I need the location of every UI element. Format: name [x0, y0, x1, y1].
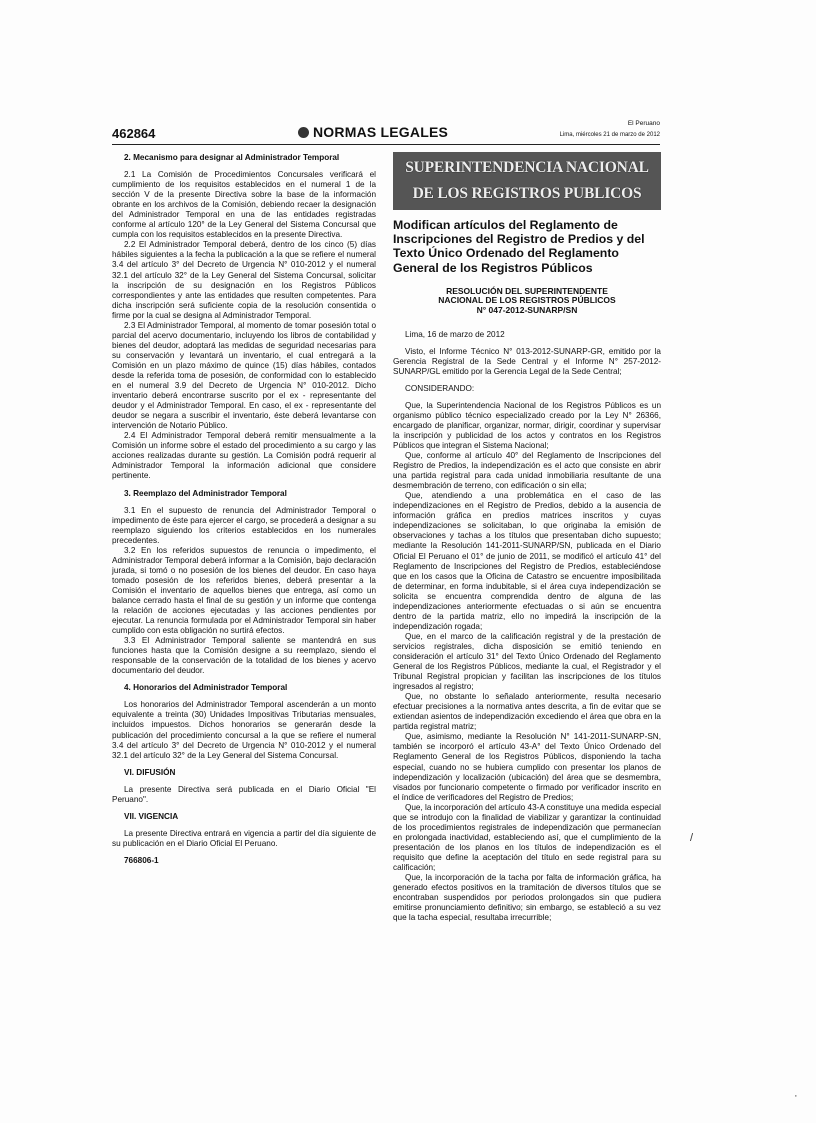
left-column: [112, 153, 376, 866]
section-3-heading: 3. Reemplazo del Administrador Temporal: [124, 488, 287, 498]
paragraph-vi: La presente Directiva será publicada en el Diario Oficial "El Peruano".: [112, 784, 376, 804]
resolution-line-2: NACIONAL DE LOS REGISTROS PÚBLICOS: [438, 295, 616, 306]
right-column: [393, 152, 661, 923]
considerando-1: Que, la Superintendencia Nacional de los Registros Públicos es un organismo público técnico especializado creado por la Ley N° 26366, encargado de planificar, organizar, normar, dirigir, coordinar y supervisar la inscripción y publicidad de los actos y contratos en los Registros Públicos que integran el Sistema Nacional;: [393, 400, 661, 451]
paragraph-3-2: 3.2 En los referidos supuestos de renuncia o impedimento, el Administrador Temporal deberá informar a la Comisión, bajo declaración jurada, si tomó o no posesión de los bienes del deudor. En caso haya tomado posesión de los referidos bienes, deberá presentar a la Comisión el inventario de aquellos bienes que entrega, así como un balance cerrado hasta el final de su gestión y un informe que contenga la relación de acciones ejecutadas y las acciones pendientes por ejecutar. La renuncia formulada por el Administrador Temporal sin haber cumplido con esta obligación no surtirá efectos.: [112, 545, 376, 636]
publication-title: [298, 124, 448, 140]
paragraph-2-3: 2.3 El Administrador Temporal, al momento de tomar posesión total o parcial del acervo documentario, incluyendo los libros de contabilidad y bienes del deudor, adoptará las medidas de seguridad necesarias para su conservación y levantará un inventario, el cual entregará a la Comisión en un plazo máximo de quince (15) días hábiles, contados desde la referida toma de posesión, de conformidad con lo establecido en el numeral 3.9 del Decreto de Urgencia N° 010-2012. Dicho inventario deberá encontrarse suscrito por el ex - representante del deudor y el Administrador Temporal. En caso, el ex - representante del deudor se negara a suscribir el inventario, éste deberá levantarse con intervención de Notario Público.: [112, 320, 376, 431]
issue-date: Lima, miércoles 21 de marzo de 2012: [559, 132, 660, 138]
considerando-8: Que, la incorporación de la tacha por falta de información gráfica, ha generado efectos positivos en la tramitación de diversos títulos que se encontraban suspendidos por periodos prolongados sin que pudiera emitirse pronunciamiento definitivo; sin embargo, se estableció a su vez que la tacha especial, resultaba irrecurrible;: [393, 873, 661, 923]
section-vi-heading: VI. DIFUSIÓN: [124, 767, 176, 777]
reference-number: 766806-1: [124, 855, 159, 865]
institution-banner: [393, 152, 661, 210]
article-title: Modifican artículos del Reglamento de Inscripciones del Registro de Predios y del Texto Único Ordenado del Reglamento General de los Registros Públicos: [393, 218, 645, 275]
publication-name: NORMAS LEGALES: [313, 124, 449, 140]
considerando-2: Que, conforme al artículo 40° del Reglamento de Inscripciones del Registro de Predios, la independización es el acto que consiste en abrir una partida registral para cada unidad inmobiliaria resultante de una desmembración de terreno, con edificación o sin ella;: [393, 451, 661, 491]
considerando-4: Que, en el marco de la calificación registral y de la prestación de servicios registrales, dicha disposición se emitió teniendo en consideración el artículo 31° del Texto Único Ordenado del Reglamento General de los Registros Públicos, mediante la cual, el Registrador y el Tribunal Registral propician y facilitan las inscripciones de los títulos ingresados al registro;: [393, 631, 661, 692]
paragraph-4: Los honorarios del Administrador Temporal ascenderán a un monto equivalente a treinta (30) Unidades Impositivas Tributarias mensuales, incluidos impuestos. Dichos honorarios se generarán desde la publicación del procedimiento concursal a la que se refiere el numeral 3.4 del artículo 3° del Decreto de Urgencia N° 010-2012 y el numeral 32.1 del artículo 32° de la Ley General del Sistema Concursal.: [112, 700, 376, 760]
considerando-3: Que, atendiendo a una problemática en el caso de las independizaciones en el Registro de Predios, debido a la ausencia de información gráfica en predios matrices inscritos y cuyas independizaciones se solicitaban, lo que originaba la emisión de observaciones y tachas a los títulos que presentaban dicho supuesto; mediante la Resolución 141-2011-SUNARP/SN, publicada en el Diario Oficial El Peruano el 01° de junio de 2011, se modificó el artículo 41° del Reglamento de Inscripciones del Registro de Predios, estableciéndose que en los casos que la Oficina de Catastro se encuentre imposibilitada de determinar, en forma indubitable, si el área cuya independización se solicita se encuentra comprendida dentro de alguna de las independizaciones anteriormente efectuadas o si aún se encuentra dentro de la partida matriz, ello no impedirá la inscripción de la independización rogada;: [393, 491, 661, 631]
paragraph-3-1: 3.1 En el supuesto de renuncia del Administrador Temporal o impedimento de éste para ejercer el cargo, se procederá a designar a su reemplazo siguiendo los criterios establecidos en los numerales precedentes.: [112, 505, 376, 545]
pen-mark: /: [690, 832, 694, 844]
paragraph-2-1: 2.1 La Comisión de Procedimientos Concursales verificará el cumplimiento de los requisitos establecidos en el numeral 1 de la sección V de la presente Directiva sobre la base de la información obrante en los archivos de la Comisión, debiendo recaer la designación del Administrador Temporal en una de las entidades registradas conforme al artículo 120° de la Ley General del Sistema Concursal que cumpla con los requisitos establecidos en la presente Directiva.: [112, 170, 376, 240]
resolution-line-1: RESOLUCIÓN DEL SUPERINTENDENTE: [446, 285, 608, 296]
visto-paragraph: Visto, el Informe Técnico N° 013-2012-SUNARP-GR, emitido por la Gerencia Registral de la Sede Central y el Informe N° 257-2012-SUNARP/GL emitido por la Gerencia Legal de la Sede Central;: [393, 346, 661, 376]
place-date: Lima, 16 de marzo de 2012: [405, 329, 505, 339]
scan-speck: ·: [794, 1090, 798, 1102]
banner-line-2: DE LOS REGISTROS PUBLICOS: [412, 185, 642, 202]
paragraph-3-3: 3.3 El Administrador Temporal saliente se mantendrá en sus funciones hasta que la Comisión designe a su reemplazo, siendo el responsable de la conservación de la totalidad de los bienes y acervo documentario del deudor.: [112, 636, 376, 676]
considerando-6: Que, asimismo, mediante la Resolución N° 141-2011-SUNARP-SN, también se incorporó el artículo 43-A° del Texto Único Ordenado del Reglamento General de los Registros Públicos, disponiendo la tacha especial, cuando no se hubiera cumplido con presentar los planos de independización y localización (ubicación) del área que se desmembra, visados por funcionario competente o firmado por verificador inscrito en el índice de verificadores del Registro de Predios;: [393, 732, 661, 802]
section-2-heading: 2. Mecanismo para designar al Administrador Temporal: [124, 153, 340, 162]
header-rule: [112, 144, 660, 145]
considerando-5: Que, no obstante lo señalado anteriormente, resulta necesario efectuar precisiones a la normativa antes descrita, a fin de evitar que se extiendan asientos de independización excediendo el área que obra en la partida registral matriz;: [393, 692, 661, 732]
resolution-number: N° 047-2012-SUNARP/SN: [476, 305, 578, 315]
page-number: 462864: [112, 126, 156, 141]
paragraph-vii: La presente Directiva entrará en vigencia a partir del día siguiente de su publicación en el Diario Oficial El Peruano.: [112, 828, 376, 848]
emblem-icon: [298, 127, 309, 138]
banner-line-1: SUPERINTENDENCIA NACIONAL: [405, 159, 649, 176]
resolution-heading: [393, 287, 661, 316]
paragraph-2-2: 2.2 El Administrador Temporal deberá, dentro de los cinco (5) días hábiles siguientes a la fecha la publicación a la que se refiere el numeral 3.4 del artículo 3° del Decreto de Urgencia N° 010-2012 y el numeral 32.1 del artículo 32° de la Ley General del Sistema Concursal, solicitar la inscripción de su designación en los Registros Públicos correspondientes y ante las entidades que resulten competentes. Para dicha inscripción será suficiente copia de la resolución consentida o firme por la cual se designa al Administrador Temporal.: [112, 240, 376, 320]
section-vii-heading: VII. VIGENCIA: [124, 811, 179, 821]
page-header: [112, 120, 660, 144]
considerando-7: Que, la incorporación del artículo 43-A constituye una medida especial que se introdujo con la finalidad de viabilizar y garantizar la continuidad de los procedimientos registrales de independización que permanecían en prolongada inactividad, estableciendo así, que el cumplimiento de la presentación de los planos en los títulos de independización es el requisito que define la aceptación del título en sede registral para su calificación;: [393, 802, 661, 872]
considerando-heading: CONSIDERANDO:: [405, 383, 475, 393]
paragraph-2-4: 2.4 El Administrador Temporal deberá remitir mensualmente a la Comisión un informe sobre el estado del procedimiento a su cargo y las acciones realizadas durante su gestión. La Comisión podrá requerir al Administrador Temporal la información adicional que considere pertinente.: [112, 431, 376, 481]
section-4-heading: 4. Honorarios del Administrador Temporal: [124, 683, 288, 693]
newspaper-name: El Peruano: [627, 120, 660, 127]
